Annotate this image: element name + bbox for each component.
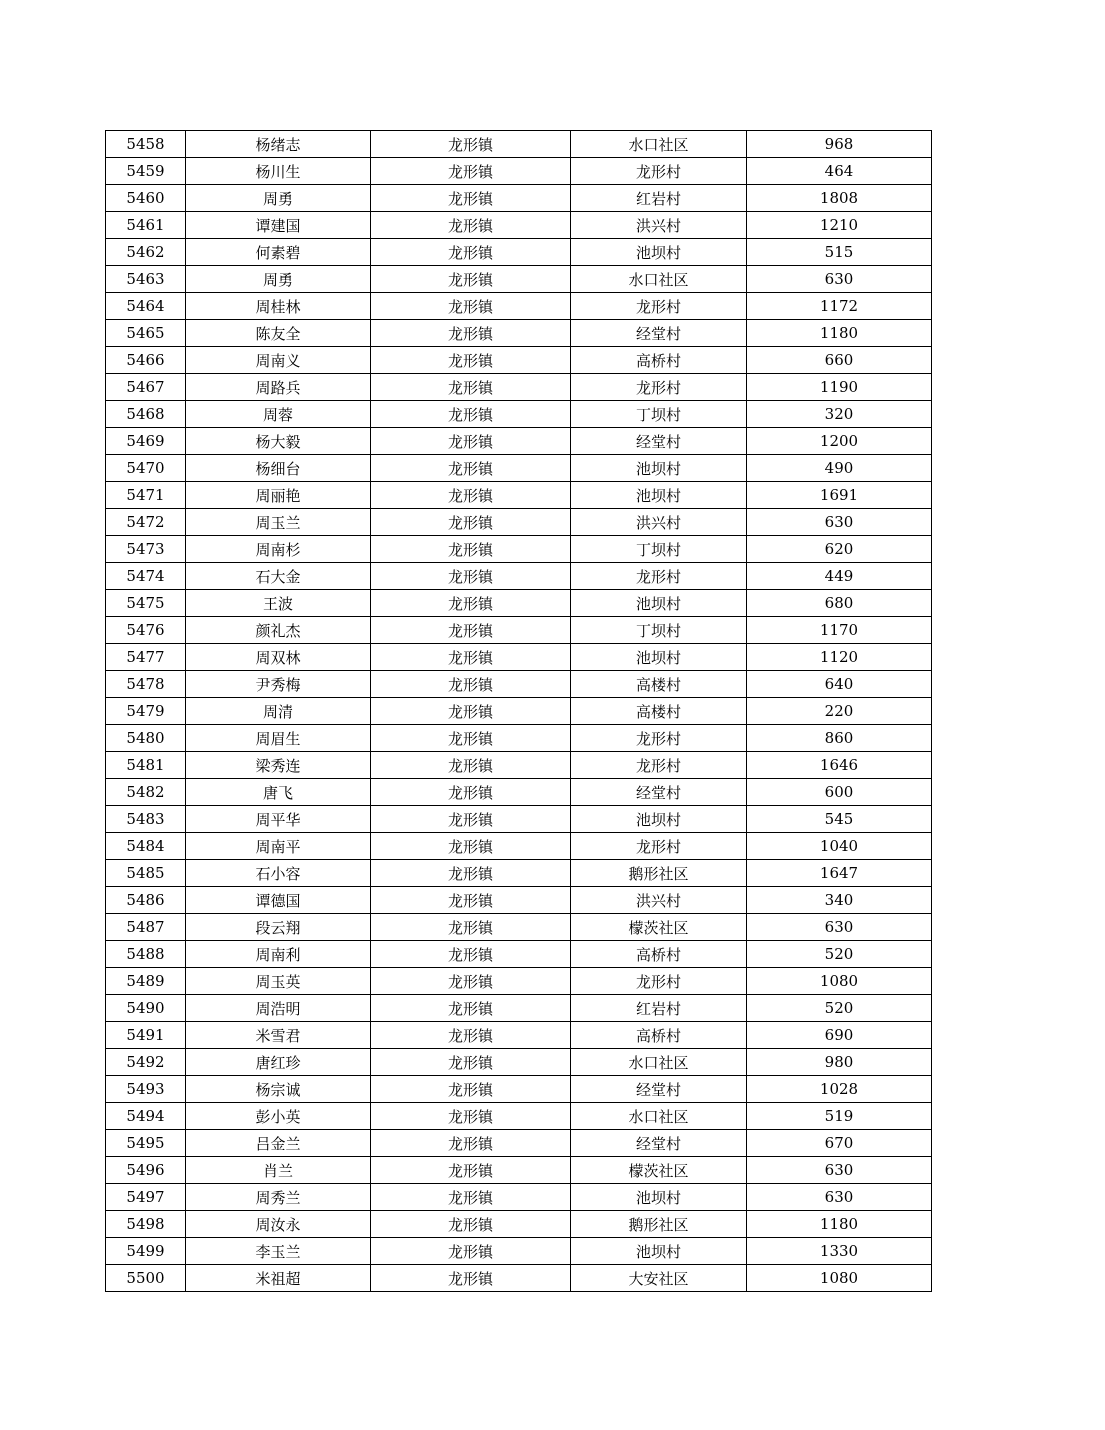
cell-village: 池坝村 — [571, 590, 747, 617]
cell-id: 5470 — [106, 455, 186, 482]
cell-name: 周双林 — [186, 644, 371, 671]
cell-town: 龙形镇 — [371, 428, 571, 455]
cell-town: 龙形镇 — [371, 131, 571, 158]
table-row — [106, 590, 932, 617]
cell-id: 5490 — [106, 995, 186, 1022]
cell-id: 5465 — [106, 320, 186, 347]
cell-amount: 545 — [747, 806, 932, 833]
cell-id: 5460 — [106, 185, 186, 212]
cell-name: 彭小英 — [186, 1103, 371, 1130]
cell-name: 唐红珍 — [186, 1049, 371, 1076]
cell-town: 龙形镇 — [371, 239, 571, 266]
cell-name: 杨川生 — [186, 158, 371, 185]
cell-village: 水口社区 — [571, 266, 747, 293]
cell-town: 龙形镇 — [371, 914, 571, 941]
cell-name: 周勇 — [186, 266, 371, 293]
cell-id: 5481 — [106, 752, 186, 779]
cell-amount: 680 — [747, 590, 932, 617]
cell-town: 龙形镇 — [371, 1238, 571, 1265]
table-row — [106, 131, 932, 158]
cell-amount: 519 — [747, 1103, 932, 1130]
cell-town: 龙形镇 — [371, 995, 571, 1022]
cell-town: 龙形镇 — [371, 725, 571, 752]
cell-name: 李玉兰 — [186, 1238, 371, 1265]
cell-name: 吕金兰 — [186, 1130, 371, 1157]
cell-name: 周玉兰 — [186, 509, 371, 536]
cell-village: 丁坝村 — [571, 617, 747, 644]
cell-village: 洪兴村 — [571, 212, 747, 239]
table-row — [106, 1211, 932, 1238]
cell-amount: 690 — [747, 1022, 932, 1049]
cell-amount: 630 — [747, 1157, 932, 1184]
cell-amount: 1120 — [747, 644, 932, 671]
cell-name: 周浩明 — [186, 995, 371, 1022]
table-row — [106, 941, 932, 968]
cell-village: 高桥村 — [571, 347, 747, 374]
cell-amount: 1210 — [747, 212, 932, 239]
cell-village: 龙形村 — [571, 968, 747, 995]
cell-name: 周南杉 — [186, 536, 371, 563]
cell-town: 龙形镇 — [371, 806, 571, 833]
cell-village: 水口社区 — [571, 1103, 747, 1130]
table-row — [106, 1130, 932, 1157]
cell-name: 周桂林 — [186, 293, 371, 320]
cell-name: 周汝永 — [186, 1211, 371, 1238]
cell-village: 高桥村 — [571, 1022, 747, 1049]
cell-id: 5471 — [106, 482, 186, 509]
cell-amount: 1080 — [747, 968, 932, 995]
table-row — [106, 725, 932, 752]
cell-village: 水口社区 — [571, 1049, 747, 1076]
cell-name: 谭德国 — [186, 887, 371, 914]
cell-amount: 1200 — [747, 428, 932, 455]
cell-id: 5492 — [106, 1049, 186, 1076]
cell-id: 5464 — [106, 293, 186, 320]
table-row — [106, 158, 932, 185]
cell-name: 周玉英 — [186, 968, 371, 995]
cell-amount: 630 — [747, 914, 932, 941]
cell-village: 经堂村 — [571, 779, 747, 806]
cell-town: 龙形镇 — [371, 536, 571, 563]
cell-name: 周路兵 — [186, 374, 371, 401]
cell-amount: 660 — [747, 347, 932, 374]
cell-village: 洪兴村 — [571, 887, 747, 914]
cell-town: 龙形镇 — [371, 1211, 571, 1238]
cell-id: 5458 — [106, 131, 186, 158]
cell-id: 5477 — [106, 644, 186, 671]
cell-id: 5475 — [106, 590, 186, 617]
cell-town: 龙形镇 — [371, 293, 571, 320]
cell-village: 丁坝村 — [571, 401, 747, 428]
cell-town: 龙形镇 — [371, 158, 571, 185]
table-row — [106, 239, 932, 266]
cell-name: 尹秀梅 — [186, 671, 371, 698]
cell-name: 何素碧 — [186, 239, 371, 266]
cell-name: 周蓉 — [186, 401, 371, 428]
cell-amount: 1040 — [747, 833, 932, 860]
cell-id: 5463 — [106, 266, 186, 293]
cell-amount: 600 — [747, 779, 932, 806]
cell-amount: 1808 — [747, 185, 932, 212]
cell-village: 檬茨社区 — [571, 1157, 747, 1184]
cell-id: 5484 — [106, 833, 186, 860]
table-row — [106, 914, 932, 941]
cell-town: 龙形镇 — [371, 698, 571, 725]
cell-amount: 220 — [747, 698, 932, 725]
cell-name: 周南平 — [186, 833, 371, 860]
cell-town: 龙形镇 — [371, 185, 571, 212]
table-row — [106, 1049, 932, 1076]
cell-id: 5474 — [106, 563, 186, 590]
cell-id: 5500 — [106, 1265, 186, 1292]
table-row — [106, 779, 932, 806]
cell-id: 5497 — [106, 1184, 186, 1211]
cell-town: 龙形镇 — [371, 1103, 571, 1130]
cell-town: 龙形镇 — [371, 563, 571, 590]
table-row — [106, 806, 932, 833]
cell-village: 经堂村 — [571, 320, 747, 347]
table-row — [106, 752, 932, 779]
cell-amount: 520 — [747, 995, 932, 1022]
cell-village: 檬茨社区 — [571, 914, 747, 941]
table-row — [106, 401, 932, 428]
cell-amount: 1190 — [747, 374, 932, 401]
cell-name: 王波 — [186, 590, 371, 617]
cell-village: 高桥村 — [571, 941, 747, 968]
cell-id: 5486 — [106, 887, 186, 914]
cell-id: 5459 — [106, 158, 186, 185]
cell-name: 石大金 — [186, 563, 371, 590]
cell-amount: 340 — [747, 887, 932, 914]
table-row — [106, 212, 932, 239]
cell-id: 5469 — [106, 428, 186, 455]
cell-amount: 464 — [747, 158, 932, 185]
table-row — [106, 320, 932, 347]
cell-village: 高楼村 — [571, 698, 747, 725]
cell-amount: 1330 — [747, 1238, 932, 1265]
cell-town: 龙形镇 — [371, 833, 571, 860]
cell-name: 周清 — [186, 698, 371, 725]
cell-id: 5479 — [106, 698, 186, 725]
cell-name: 周丽艳 — [186, 482, 371, 509]
cell-id: 5485 — [106, 860, 186, 887]
table-row — [106, 563, 932, 590]
cell-amount: 980 — [747, 1049, 932, 1076]
cell-town: 龙形镇 — [371, 1157, 571, 1184]
cell-town: 龙形镇 — [371, 401, 571, 428]
table-row — [106, 536, 932, 563]
cell-amount: 630 — [747, 1184, 932, 1211]
cell-amount: 1080 — [747, 1265, 932, 1292]
cell-name: 周眉生 — [186, 725, 371, 752]
cell-town: 龙形镇 — [371, 887, 571, 914]
cell-id: 5493 — [106, 1076, 186, 1103]
table-row — [106, 185, 932, 212]
table-row — [106, 617, 932, 644]
cell-name: 梁秀连 — [186, 752, 371, 779]
cell-amount: 490 — [747, 455, 932, 482]
cell-amount: 1646 — [747, 752, 932, 779]
cell-village: 池坝村 — [571, 239, 747, 266]
cell-id: 5483 — [106, 806, 186, 833]
cell-amount: 1691 — [747, 482, 932, 509]
cell-id: 5498 — [106, 1211, 186, 1238]
data-table — [105, 130, 932, 1292]
cell-village: 池坝村 — [571, 1184, 747, 1211]
cell-town: 龙形镇 — [371, 671, 571, 698]
cell-id: 5472 — [106, 509, 186, 536]
cell-amount: 670 — [747, 1130, 932, 1157]
cell-name: 杨大毅 — [186, 428, 371, 455]
cell-village: 龙形村 — [571, 374, 747, 401]
cell-id: 5496 — [106, 1157, 186, 1184]
cell-town: 龙形镇 — [371, 617, 571, 644]
cell-village: 丁坝村 — [571, 536, 747, 563]
cell-id: 5478 — [106, 671, 186, 698]
cell-amount: 1180 — [747, 320, 932, 347]
cell-town: 龙形镇 — [371, 1076, 571, 1103]
cell-town: 龙形镇 — [371, 1130, 571, 1157]
table-row — [106, 1076, 932, 1103]
cell-id: 5480 — [106, 725, 186, 752]
cell-village: 池坝村 — [571, 644, 747, 671]
cell-name: 周平华 — [186, 806, 371, 833]
cell-amount: 620 — [747, 536, 932, 563]
cell-town: 龙形镇 — [371, 779, 571, 806]
cell-town: 龙形镇 — [371, 1265, 571, 1292]
cell-village: 鹅形社区 — [571, 1211, 747, 1238]
cell-village: 池坝村 — [571, 455, 747, 482]
table-row — [106, 428, 932, 455]
cell-amount: 630 — [747, 509, 932, 536]
cell-name: 米雪君 — [186, 1022, 371, 1049]
table-row — [106, 887, 932, 914]
cell-village: 经堂村 — [571, 1130, 747, 1157]
cell-name: 唐飞 — [186, 779, 371, 806]
table-row — [106, 860, 932, 887]
cell-name: 周勇 — [186, 185, 371, 212]
cell-amount: 630 — [747, 266, 932, 293]
cell-town: 龙形镇 — [371, 266, 571, 293]
cell-amount: 520 — [747, 941, 932, 968]
cell-id: 5499 — [106, 1238, 186, 1265]
table-row — [106, 833, 932, 860]
cell-id: 5482 — [106, 779, 186, 806]
table-row — [106, 509, 932, 536]
cell-village: 龙形村 — [571, 293, 747, 320]
table-row — [106, 1103, 932, 1130]
cell-village: 龙形村 — [571, 158, 747, 185]
cell-village: 龙形村 — [571, 725, 747, 752]
cell-village: 龙形村 — [571, 833, 747, 860]
cell-name: 杨宗诚 — [186, 1076, 371, 1103]
table-row — [106, 1184, 932, 1211]
table-row — [106, 347, 932, 374]
cell-town: 龙形镇 — [371, 644, 571, 671]
cell-name: 杨绪志 — [186, 131, 371, 158]
cell-town: 龙形镇 — [371, 860, 571, 887]
cell-name: 杨细台 — [186, 455, 371, 482]
cell-town: 龙形镇 — [371, 374, 571, 401]
cell-town: 龙形镇 — [371, 482, 571, 509]
cell-village: 鹅形社区 — [571, 860, 747, 887]
cell-amount: 449 — [747, 563, 932, 590]
cell-town: 龙形镇 — [371, 1049, 571, 1076]
cell-village: 大安社区 — [571, 1265, 747, 1292]
cell-town: 龙形镇 — [371, 509, 571, 536]
cell-id: 5461 — [106, 212, 186, 239]
table-row — [106, 1265, 932, 1292]
cell-village: 高楼村 — [571, 671, 747, 698]
table-row — [106, 968, 932, 995]
table-row — [106, 1157, 932, 1184]
cell-village: 龙形村 — [571, 563, 747, 590]
cell-town: 龙形镇 — [371, 752, 571, 779]
cell-id: 5476 — [106, 617, 186, 644]
cell-id: 5466 — [106, 347, 186, 374]
table-row — [106, 482, 932, 509]
cell-name: 陈友全 — [186, 320, 371, 347]
cell-name: 段云翔 — [186, 914, 371, 941]
table-body — [106, 131, 932, 1292]
cell-village: 池坝村 — [571, 806, 747, 833]
cell-id: 5488 — [106, 941, 186, 968]
cell-id: 5495 — [106, 1130, 186, 1157]
table-row — [106, 455, 932, 482]
cell-name: 周秀兰 — [186, 1184, 371, 1211]
cell-id: 5467 — [106, 374, 186, 401]
cell-amount: 968 — [747, 131, 932, 158]
cell-village: 经堂村 — [571, 1076, 747, 1103]
cell-amount: 515 — [747, 239, 932, 266]
cell-id: 5489 — [106, 968, 186, 995]
table-row — [106, 698, 932, 725]
cell-village: 红岩村 — [571, 185, 747, 212]
cell-village: 红岩村 — [571, 995, 747, 1022]
cell-village: 经堂村 — [571, 428, 747, 455]
cell-name: 肖兰 — [186, 1157, 371, 1184]
cell-name: 谭建国 — [186, 212, 371, 239]
cell-amount: 1028 — [747, 1076, 932, 1103]
cell-amount: 1180 — [747, 1211, 932, 1238]
table-row — [106, 1022, 932, 1049]
cell-name: 石小容 — [186, 860, 371, 887]
table-row — [106, 995, 932, 1022]
table-row — [106, 374, 932, 401]
table-row — [106, 293, 932, 320]
cell-village: 池坝村 — [571, 482, 747, 509]
cell-id: 5468 — [106, 401, 186, 428]
cell-town: 龙形镇 — [371, 347, 571, 374]
cell-name: 米祖超 — [186, 1265, 371, 1292]
cell-id: 5462 — [106, 239, 186, 266]
cell-amount: 320 — [747, 401, 932, 428]
cell-amount: 1647 — [747, 860, 932, 887]
cell-id: 5494 — [106, 1103, 186, 1130]
table-row — [106, 1238, 932, 1265]
cell-amount: 860 — [747, 725, 932, 752]
cell-amount: 1170 — [747, 617, 932, 644]
cell-town: 龙形镇 — [371, 968, 571, 995]
cell-id: 5491 — [106, 1022, 186, 1049]
cell-village: 水口社区 — [571, 131, 747, 158]
cell-town: 龙形镇 — [371, 1022, 571, 1049]
table-row — [106, 644, 932, 671]
cell-name: 颜礼杰 — [186, 617, 371, 644]
cell-name: 周南利 — [186, 941, 371, 968]
cell-village: 池坝村 — [571, 1238, 747, 1265]
cell-amount: 1172 — [747, 293, 932, 320]
cell-town: 龙形镇 — [371, 212, 571, 239]
table-row — [106, 671, 932, 698]
cell-town: 龙形镇 — [371, 455, 571, 482]
cell-town: 龙形镇 — [371, 1184, 571, 1211]
cell-village: 龙形村 — [571, 752, 747, 779]
table-row — [106, 266, 932, 293]
cell-town: 龙形镇 — [371, 941, 571, 968]
cell-amount: 640 — [747, 671, 932, 698]
cell-town: 龙形镇 — [371, 320, 571, 347]
cell-name: 周南义 — [186, 347, 371, 374]
cell-town: 龙形镇 — [371, 590, 571, 617]
cell-village: 洪兴村 — [571, 509, 747, 536]
cell-id: 5487 — [106, 914, 186, 941]
cell-id: 5473 — [106, 536, 186, 563]
